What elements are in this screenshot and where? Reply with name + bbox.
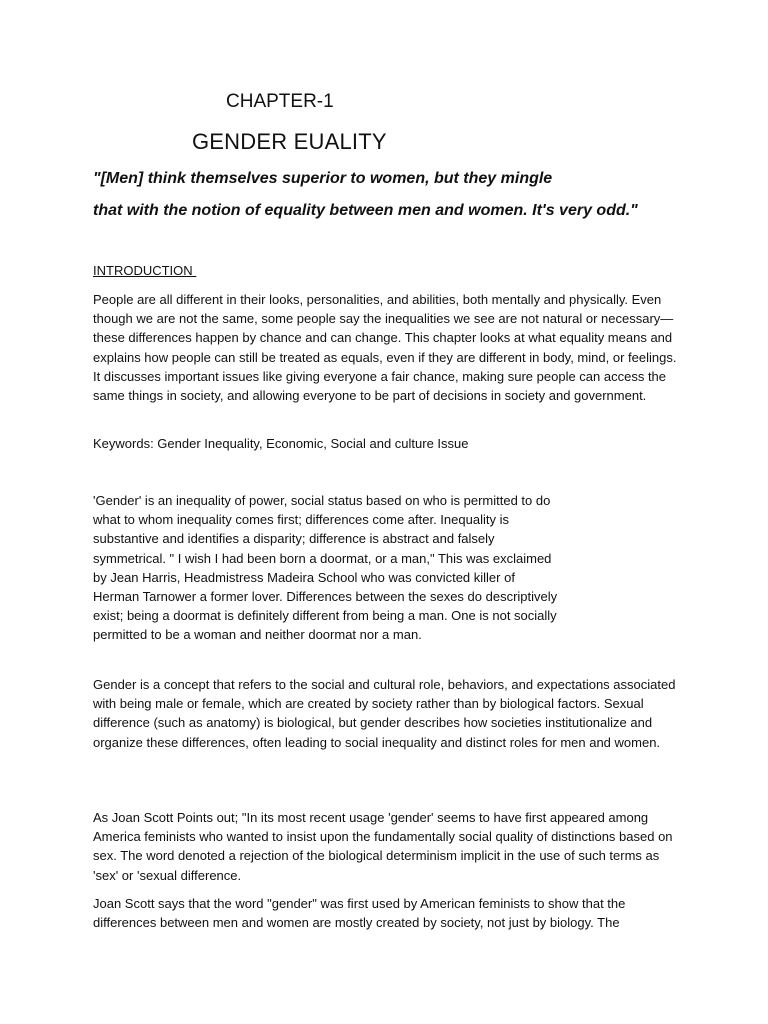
chapter-label: CHAPTER-1	[226, 91, 334, 112]
gender-inequality-paragraph: 'Gender' is an inequality of power, social status based on who is permitted to do what to whom inequality comes first; differences come after. Inequality is substantive and identifies a disparity; difference is abstract and falsely symmetrical. " I wish I had been born a doormat, or a man," This was exclaimed by Jean Harris, Headmistress Madeira School who was convicted killer of Herman Tarnower a former lover. Differences between the sexes do descriptively exist; being a doormat is definitely different from being a man. One is not socially permitted to be a woman and neither doormat nor a man.	[93, 493, 558, 643]
chapter-title: GENDER EUALITY	[192, 129, 387, 154]
keywords-line: Keywords: Gender Inequality, Economic, Social and culture Issue	[93, 436, 469, 451]
section-heading-introduction: INTRODUCTION	[93, 263, 197, 278]
epigraph-line-1: "[Men] think themselves superior to women, but they mingle	[93, 170, 553, 187]
introduction-paragraph: People are all different in their looks, personalities, and abilities, both mentally and physically. Even though we are not the same, some people say the inequalities we see are not natural or necessary—these differences happen by chance and can change. This chapter looks at what equality means and explains how people can still be treated as equals, even if they are different in body, mind, or feelings. It discusses important issues like giving everyone a fair chance, making sure people can access the same things in society, and allowing everyone to be part of decisions in society and government.	[93, 292, 677, 404]
epigraph-line-2: that with the notion of equality between men and women. It's very odd."	[93, 202, 638, 219]
joan-scott-quote-paragraph: As Joan Scott Points out; "In its most recent usage 'gender' seems to have first appeared among America feminists who wanted to insist upon the fundamentally social quality of distinctions based on sex. The word denoted a rejection of the biological determinism implicit in the use of such terms as 'sex' or 'sexual difference.	[93, 810, 673, 883]
gender-concept-paragraph: Gender is a concept that refers to the social and cultural role, behaviors, and expectations associated with being male or female, which are created by society rather than by biological factors. Sexual difference (such as anatomy) is biological, but gender describes how societies institutionalize and organize these differences, often leading to social inequality and distinct roles for men and women.	[93, 677, 676, 750]
joan-scott-summary-paragraph: Joan Scott says that the word "gender" was first used by American feminists to show that the differences between men and women are mostly created by society, not just by biology. The	[93, 896, 626, 931]
